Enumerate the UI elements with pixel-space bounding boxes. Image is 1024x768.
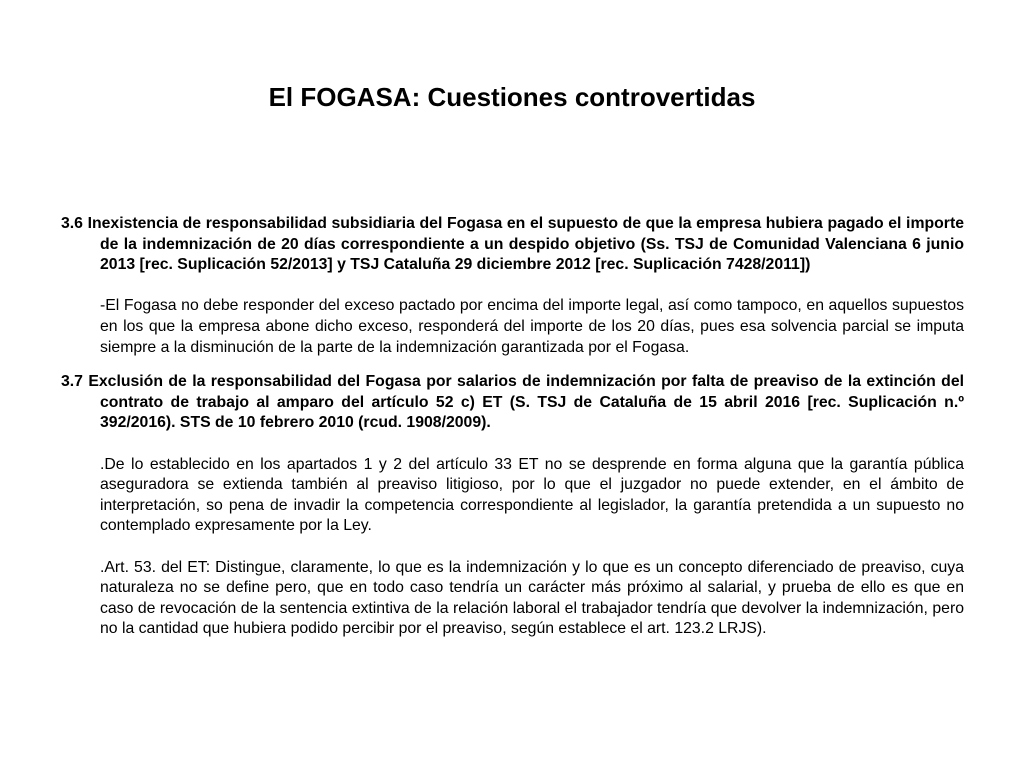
paragraph-3-7-articulo-53: .Art. 53. del ET: Distingue, claramente, lo que es la indemnización y lo que es un concepto diferenciado de preaviso, cuya naturaleza no se define pero, que en todo caso tendría un carácter más próximo al salarial, y prueba de ello es que en caso de revocación de la sentencia extintiva de la relación laboral el trabajador tendría que devolver la indemnización, pero no la cantidad que hubiera podido percibir por el preaviso, según establece el art. 123.2 LRJS).: [100, 558, 964, 638]
slide-content: [61, 214, 964, 640]
spacer: [61, 358, 964, 372]
slide-title: El FOGASA: Cuestiones controvertidas: [268, 82, 756, 112]
section-heading-3-7: 3.7 Exclusión de la responsabilidad del Fogasa por salarios de indemnización por falta de preaviso de la extinción del contrato de trabajo al amparo del artículo 52 c) ET (S. TSJ de Cataluña de 15 abril 2016 [rec. Suplicación n.º 392/2016). STS de 10 febrero 2010 (rcud. 1908/2009).: [61, 373, 964, 432]
section-heading-3-6: 3.6 Inexistencia de responsabilidad subsidiaria del Fogasa en el supuesto de que la empresa hubiera pagado el importe de la indemnización de 20 días correspondiente a un despido objetivo (Ss. TSJ de Comunidad Valenciana 6 junio 2013 [rec. Suplicación 52/2013] y TSJ Cataluña 29 diciembre 2012 [rec. Suplicación 7428/2011]): [61, 215, 964, 274]
paragraph-3-7-articulo-33: .De lo establecido en los apartados 1 y 2 del artículo 33 ET no se desprende en forma alguna que la garantía pública aseguradora se extienda también al preaviso litigioso, por lo que el juzgador no puede extender, en el ámbito de interpretación, so pena de invadir la competencia correspondiente al legislador, la garantía pretendida a un supuesto no contemplado expresamente por la Ley.: [100, 455, 964, 535]
spacer: [61, 537, 964, 558]
spacer: [61, 434, 964, 455]
paragraph-3-6-fogasa-exceso: -El Fogasa no debe responder del exceso pactado por encima del importe legal, así como tampoco, en aquellos supuestos en los que la empresa abone dicho exceso, responderá del importe de los 20 días, pues esa solvencia parcial se imputa siempre a la disminución de la parte de la indemnización garantizada por el Fogasa.: [100, 297, 964, 356]
spacer: [61, 276, 964, 297]
